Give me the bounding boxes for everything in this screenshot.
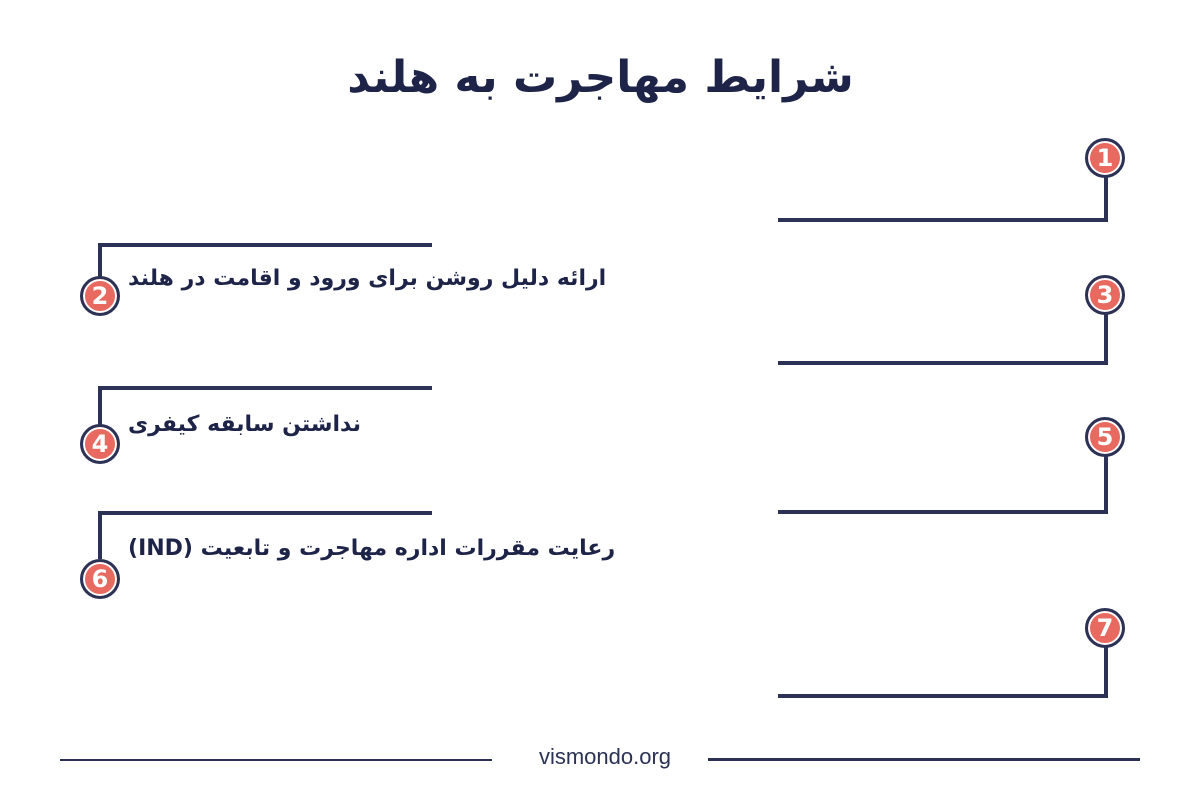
number-badge: 2 — [80, 276, 120, 316]
bracket-line — [778, 312, 1108, 365]
number-badge: 6 — [80, 559, 120, 599]
bracket-line — [778, 170, 1108, 222]
footer-site-url: vismondo.org — [538, 744, 672, 769]
number-badge: 1 — [1085, 138, 1125, 178]
number-badge: 3 — [1085, 275, 1125, 315]
item-label: نداشتن سابقه کیفری — [128, 412, 362, 437]
footer-divider-left — [60, 759, 492, 761]
number-badge: 4 — [80, 424, 120, 464]
footer-divider-right — [708, 758, 1140, 761]
number-badge: 7 — [1085, 608, 1125, 648]
item-label: ارائه دلیل روشن برای ورود و اقامت در هلند — [128, 266, 607, 291]
item-label: رعایت مقررات اداره مهاجرت و تابعیت (IND) — [128, 536, 616, 561]
number-badge: 5 — [1085, 417, 1125, 457]
bracket-line — [778, 455, 1108, 514]
bracket-line — [778, 645, 1108, 698]
page-title: شرایط مهاجرت به هلند — [347, 52, 854, 103]
